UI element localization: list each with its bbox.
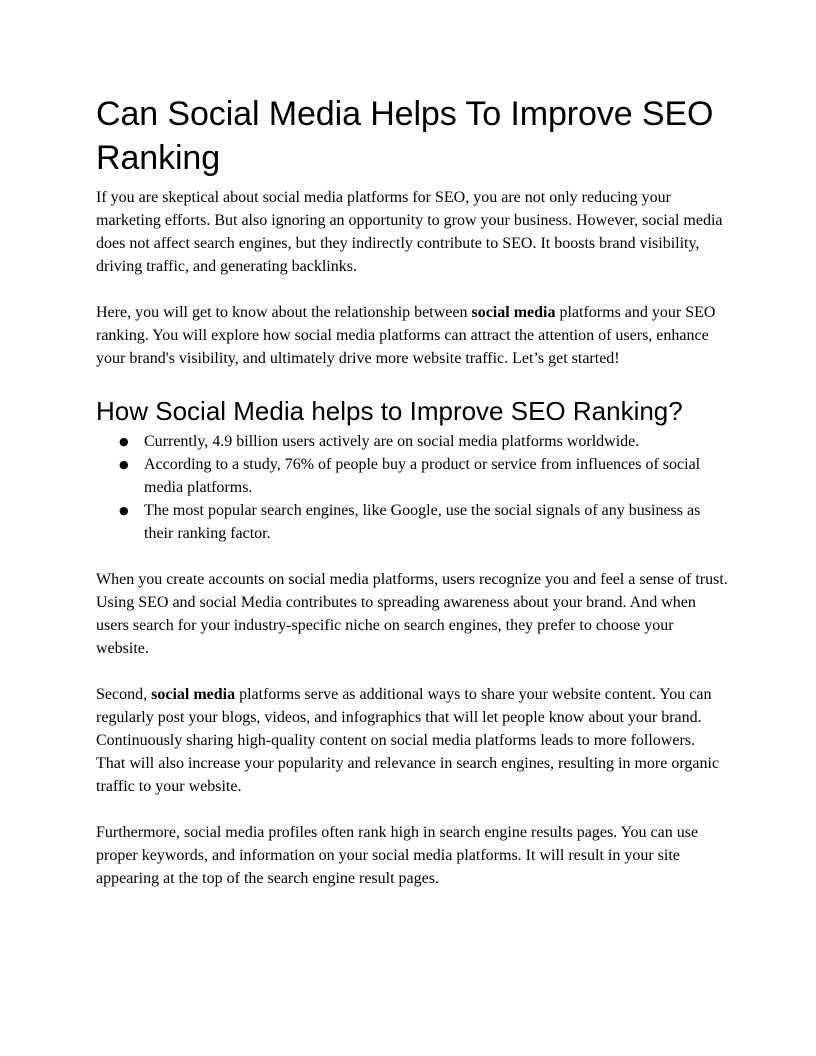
list-item-text: According to a study, 76% of people buy a product or service from influences of social media platforms.	[144, 456, 701, 496]
paragraph-text: platforms and your SEO ranking. You will explore how social media platforms can attract the attention of users, enhance your brand's visibility, and ultimately drive more website traffic. Let’s get started!	[96, 304, 716, 367]
relationship-paragraph	[96, 301, 728, 370]
content-sharing-paragraph	[96, 683, 728, 798]
section-heading: How Social Media helps to Improve SEO Ranking?	[96, 396, 683, 426]
intro-paragraph: If you are skeptical about social media platforms for SEO, you are not only reducing your marketing efforts. But also ignoring an opportunity to grow your business. However, social media does not affect search engines, but they indirectly contribute to SEO. It boosts brand visibility, driving traffic, and generating backlinks.	[96, 189, 723, 275]
document-page	[96, 92, 728, 890]
document-title: Can Social Media Helps To Improve SEO Ranking	[96, 95, 714, 177]
search-results-paragraph: Furthermore, social media profiles often rank high in search engine results pages. You can use proper keywords, and information on your social media platforms. It will result in your site appearing at the top of the search engine result pages.	[96, 824, 699, 887]
paragraph-text: Second,	[96, 686, 152, 703]
trust-paragraph: When you create accounts on social media platforms, users recognize you and feel a sense of trust. Using SEO and social Media contributes to spreading awareness about your brand. And when users search for your industry-specific niche on search engines, they prefer to choose your website.	[96, 571, 728, 657]
bullet-list	[96, 430, 728, 545]
list-item	[119, 430, 728, 453]
paragraph-text: platforms serve as additional ways to share your website content. You can regularly post your blogs, videos, and infographics that will let people know about your brand. Continuously sharing high-quality content on social media platforms leads to more followers. That will also increase your popularity and relevance in search engines, resulting in more organic traffic to your website.	[96, 686, 720, 795]
bullet-icon: ●	[119, 435, 129, 448]
list-item-text: Currently, 4.9 billion users actively are on social media platforms worldwide.	[144, 433, 640, 450]
paragraph-text: Here, you will get to know about the relationship between	[96, 304, 472, 321]
bold-keyword: social media	[151, 686, 236, 703]
list-item-text: The most popular search engines, like Google, use the social signals of any business as their ranking factor.	[144, 502, 701, 542]
list-item	[119, 499, 728, 545]
bold-keyword: social media	[471, 304, 556, 321]
list-item	[119, 453, 728, 499]
bullet-icon: ●	[119, 504, 129, 517]
bullet-icon: ●	[119, 458, 129, 471]
